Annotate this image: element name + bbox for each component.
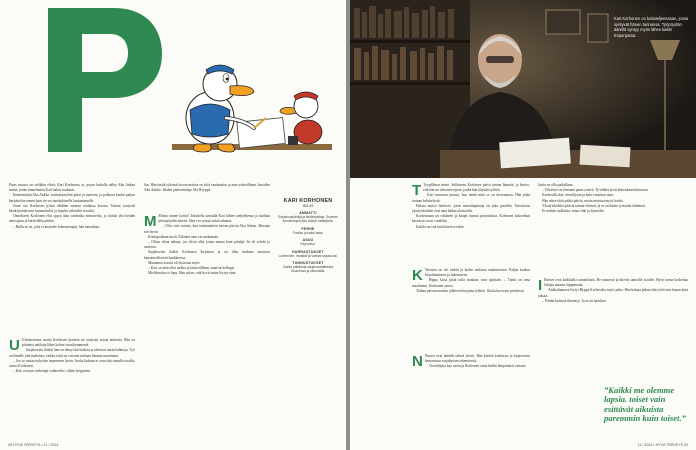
article-paragraph: Hatara muisti häiritsee, joten muistiinpanoja on joka puolella. Tarvittavat yksityiskohdat ovat aina käden ulottuvilla. xyxy=(412,203,530,214)
article-paragraph: Taivasta on olo tärkeä ja kodin rauhasta nauttimiseen. Paljon kuuluu kirjoittamiseen ja lukemiseen. xyxy=(424,268,530,278)
article-paragraph: Hän tekee töitä pitkiä päiviä, mutta muistaa myös levätä. xyxy=(542,198,624,203)
article-paragraph: – Televisio on ihminen paras ystävä. Ty-tähdet eivät kuitenkaan kiinnosta. xyxy=(542,188,649,193)
fact-box-title: KARI KORHONEN xyxy=(283,198,333,204)
fact-box-heading: ASUU xyxy=(302,238,314,243)
article-paragraph: – Joo se vastaa nykyisin tarpeeseen hyvin, koska kukaan ei osaa tätä samalla tavalla, sanoo Korhonen. xyxy=(9,358,135,369)
article-paragraph: – Olin viisi vuotias, kun ensimmäisen kerran piirsin Aku Ankan. Muistan sen hyvin. xyxy=(144,224,270,234)
article-column-3 xyxy=(412,183,530,267)
fact-box-text: Useita palkintoja sarjakuvataiteesta Suomessa ja ulkomailla. xyxy=(283,265,333,274)
article-paragraph: Sarjakuvien lisäksi Korhonen kirjoittaa ja on ollut mukana monessa kansainvälisessä hankkeessa. xyxy=(144,250,270,260)
article-paragraph: Muutamia asioita oli historiaa myös. xyxy=(148,260,201,265)
article-paragraph: Ilmiset ovat kaikkialla samanlaisia. He nauravat ja itkevät samoille asioille. Hyvä tarina koskettaa lukijaa maasta riippumatta. xyxy=(544,278,688,288)
article-paragraph: Onnekseen Korhonen ehti oppia alan vanhoilta mestareilta, ja kiittää yhä heidän neuvojaan ja kärsivällisyyttään. xyxy=(9,214,135,224)
big-letter-p-graphic xyxy=(34,6,164,154)
article-paragraph: Hippu kissa pitää tulla mukaan vain ajoittain. – Tämä on oma maailmani, Korhonen sanoo. xyxy=(412,278,530,288)
article-paragraph: – Olisin vikaa nähnyt, jos olisin ollut jotain muuta kuin piirtäjä. Se oli selvää jo nuorena. xyxy=(144,240,270,250)
drop-cap: M xyxy=(144,214,157,230)
article-paragraph: Ei mitään tuollaista, sanoo hän ja hymyilee. xyxy=(542,209,605,214)
fact-box-heading: HARRASTUKSET xyxy=(292,249,324,254)
article-paragraph: Kari innostuu jutusta, kun tietää mitä se on kertomassa. Hän pitää tarinan kehittelystä. xyxy=(412,193,530,203)
fact-box-text: Puoliso ja kaksi lasta. xyxy=(292,230,324,235)
fact-box-text: Sarjakuvapiirtäjä ja käsikirjoittaja. Suomen tunnetuimpia Aku Ankka -taiteilijoita. xyxy=(278,215,338,224)
drop-cap: K xyxy=(412,268,423,284)
drop-cap: U xyxy=(9,338,20,354)
article-paragraph: Koulupoikana myös Tiihinen oma vei mukanaan. xyxy=(148,234,219,239)
article-column-4-lower xyxy=(538,278,688,374)
article-paragraph: Korhosella käy vierailijoita ja kahvi maistuu aina. xyxy=(542,193,614,198)
article-paragraph: luista on ollu paikallaan. xyxy=(538,183,574,187)
article-paragraph: Ensimmäisiä Aku Ankka -tarinoitaan hän piirsi jo nuorena, ja polkuun kuului paljon harjoittelua ennen kuin tie vei tanskalaiselle kustantamolle. xyxy=(9,193,135,203)
article-column-4 xyxy=(538,183,688,275)
drop-cap: I xyxy=(538,278,543,294)
article-paragraph: Vierailijoita käy usein ja Korhonen ottaa heidät lämpimästi vastaan. xyxy=(428,364,527,369)
fact-box-heading: AMMATTI xyxy=(299,211,317,215)
fact-box-heading: TUNNUSTUKSET xyxy=(292,261,324,266)
article-paragraph: Mielikuvitus ei lopu. Hän uskoo, että hyvä tarina löytyy aina. xyxy=(148,271,237,276)
article-paragraph: – Hullu se on, joka ei kuuntele kokeneempia, hän naurahtaa. xyxy=(13,224,100,229)
page-folio-left: 28 HYVÄ TERVEYS • 11 / 2024 xyxy=(8,443,59,447)
article-paragraph: Yksityiskohdat pitävät tarinat elävinä, ja se on hänen työssään tärkeintä. xyxy=(542,203,646,208)
page-folio-right: 11 / 2024 • HYVÄ TERVEYS 29 xyxy=(637,443,688,447)
article-paragraph: Kaikki on sitä mitä hän itse tekee. xyxy=(416,224,465,229)
article-paragraph: – Piirtää kynässä ilmentyy. Ja se on hauskaa. xyxy=(542,298,607,303)
donald-duck-cartoon-illustration xyxy=(168,48,338,164)
article-paragraph: Paras muisto on vieläkin elävä: Kari Korhonen, ai, pojan luokalla nähty Aku Ankan tarina, jonka tunnelmaan Kari halusi mukaan. xyxy=(9,183,135,193)
article-paragraph: Sarjakuvien lisäksi hän on tehnyt kuvituksia ja ideoinut uusia hahmoja. Työ on hänelle yhä mieluista, vaikka tahti on vuosien mittaan hieman muuttunut. xyxy=(9,348,135,358)
drop-cap: N xyxy=(412,354,423,370)
fact-box-age: IKÄ 49 xyxy=(302,204,314,208)
article-paragraph: – Kari on aina ollut tarkka ja kärsivällinen, sanovat kollegat. xyxy=(148,266,235,271)
drop-cap: T xyxy=(412,183,422,199)
right-page xyxy=(350,0,696,450)
article-column-1-lower xyxy=(9,338,135,440)
article-column-1 xyxy=(9,183,135,339)
pull-quote: ”Kaikki me olemme lapsia. toiset vain esittävät aikuista paremmin kuin toiset.” xyxy=(604,385,686,424)
fact-box-text: Espoossa. xyxy=(300,242,316,247)
left-page xyxy=(0,0,346,450)
photo-caption: Kari Korhonen on kotiateljeessaan, jossa syntyvät hänen tarinansa. Työpöydän äärellä syntyy myös lähes kaikki Espanjassa. xyxy=(614,16,689,38)
article-column-3-lower xyxy=(412,354,530,440)
fact-box-text: Lukeminen, musiikki ja vanhat sarjakuvat. xyxy=(278,253,338,258)
article-paragraph: hin. Hän tietää tyliensä tavoin maitoa on siitä vaatimaton ja aina ystävällinen, kuvailee Aku Ankka -lehden päätoimittaja Aki Hyyppä. xyxy=(144,183,270,193)
article-paragraph: Korkeintaan on riittäneet ja kaapit täynnä piirustuksia. Korhosen kokoelmat kasvavat vuosi vuodelta. xyxy=(412,214,530,224)
article-paragraph: Suuri osa Korhosen työstä tehdään omassa rauhassa kotona. Tarinat syntyvät käsikirjoituksesta luonnoksiksi ja lopulta valmiiksi sivuiksi. xyxy=(9,203,135,214)
article-paragraph: Tyypillinen miete. Sellaisena Korhosen päivä tuntuu hänestä, ja kertoo, että hän on tietoinen ajasta, jonka hän käyttää työhön. xyxy=(423,183,530,193)
article-paragraph: Tiukan päivän muistin jälkeen hän palaa työhön. Ilta kuluu usein piirtäessä. xyxy=(416,288,525,293)
article-paragraph: Uskomatonta, mutta Korhosen kynästä on syntynyt satoja tarinoita. Hän on piirtänyt ankkoja lähes kolme vuosikymmentä. xyxy=(21,338,135,348)
fact-box-heading: PERHE xyxy=(301,226,315,231)
article-column-2-lower xyxy=(144,214,270,440)
article-paragraph: Nuoret ovat hänelle tärkeä yleisö. Hän kiertää kouluissa ja kirjastoissa kertomassa sarjakuvien tekemisestä. xyxy=(424,354,530,364)
article-paragraph: Monia tuntee kotiin! Jokaisella aamulla Kari lähtee ateljeehensa ja istahtaa piirtopöydän ääreen. Idea voi syntyä mistä tahansa. xyxy=(158,214,270,224)
fact-box xyxy=(276,198,340,274)
article-column-2 xyxy=(144,183,270,213)
article-paragraph: – Kari on kuin varhempi vaihtoehto, vähän lyöppinen. xyxy=(13,369,91,374)
article-column-3-middle xyxy=(412,268,530,352)
article-paragraph: Ankkalinnassa löytyi Hyppä Korhoselta myös jatko. Hän haluaa jatkaa tätä työtä niin kauan kuin jaksaa. xyxy=(538,288,688,298)
